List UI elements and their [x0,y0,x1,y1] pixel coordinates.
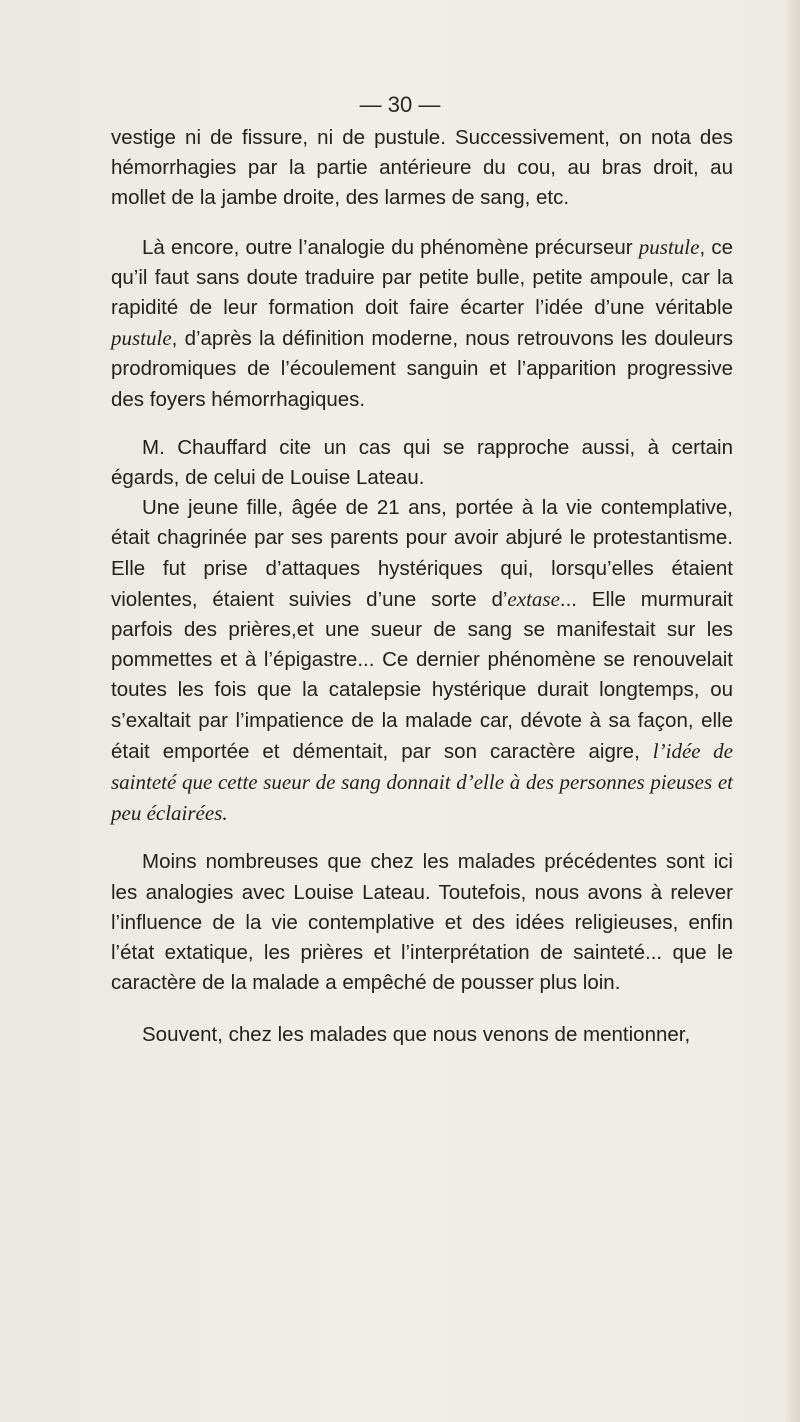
paragraph-5-text: Moins nombreuses que chez les malades précédentes sont ici les analogies avec Louise Lateau. Toutefois, nous avons à relever l’influence de la vie contemplative et des idées religieuses, enfin l’état extatique, les prières et l’interprétation de sainteté... que le caractère de la malade a empêché de pousser plus loin. [111,850,733,995]
paragraph-2-text-b: , ce qu’il faut sans doute traduire par petite bulle, petite ampoule, car la rapidité de leur formation doit faire écarter l’idée d’une véritable [111,235,733,320]
paragraph-6 [111,1020,733,1050]
paragraph-4-text-a: Une jeune fille, âgée de 21 ans, portée à la vie contemplative, était chagrinée par ses parents pour avoir abjuré le protestantisme. Elle fut prise d’attaques hystériques qui, lorsqu’elles étaient violentes, étaient suivies d’une sorte d’ [111,496,733,611]
paragraph-6-text: Souvent, chez les malades que nous venons de mentionner, [142,1023,691,1047]
paragraph-4-italic-b: l’idée de sainteté que cette sueur de sang donnait d’elle à des personnes pieuses et peu éclairées. [111,738,734,826]
paragraph-1-text: vestige ni de fissure, ni de pustule. Successivement, on nota des hémorrhagies par la partie antérieure du cou, au bras droit, au mollet de la jambe droite, des larmes de sang, etc. [111,126,733,210]
paragraph-1 [111,123,733,214]
page-number: — 30 — [359,92,441,117]
paragraph-2-italic-b: pustule [111,326,172,351]
paragraph-4-italic-a: extase [507,586,560,611]
paragraph-3-text: M. Chauffard cite un cas qui se rapproche aussi, à certain égards, de celui de Louise Lateau. [111,435,733,490]
text-body [111,123,733,1051]
paragraph-4 [111,493,733,829]
paragraph-3 [111,433,733,493]
paragraph-2-text-a: Là encore, outre l’analogie du phénomène précurseur [142,235,639,259]
page-edge-shadow [784,0,800,1422]
paragraph-2-text-c: , d’après la définition moderne, nous retrouvons les douleurs prodromiques de l’écoulement sanguin et l’apparition progressive des foyers hémorrhagiques. [111,327,733,411]
paragraph-2-italic-a: pustule [638,234,700,259]
paragraph-4-text-b: ... Elle murmurait parfois des prières,et une sueur de sang se manifestait sur les pommettes et à l’épigastre... Ce dernier phénomène se renouvelait toutes les fois que la catalepsie hystérique durait longtemps, ou s’exaltait par l’impatience de la malade car, dévote à sa façon, elle était emportée et démentait, par son caractère aigre, [111,587,734,763]
paragraph-5 [111,847,733,998]
paragraph-2 [111,232,733,415]
